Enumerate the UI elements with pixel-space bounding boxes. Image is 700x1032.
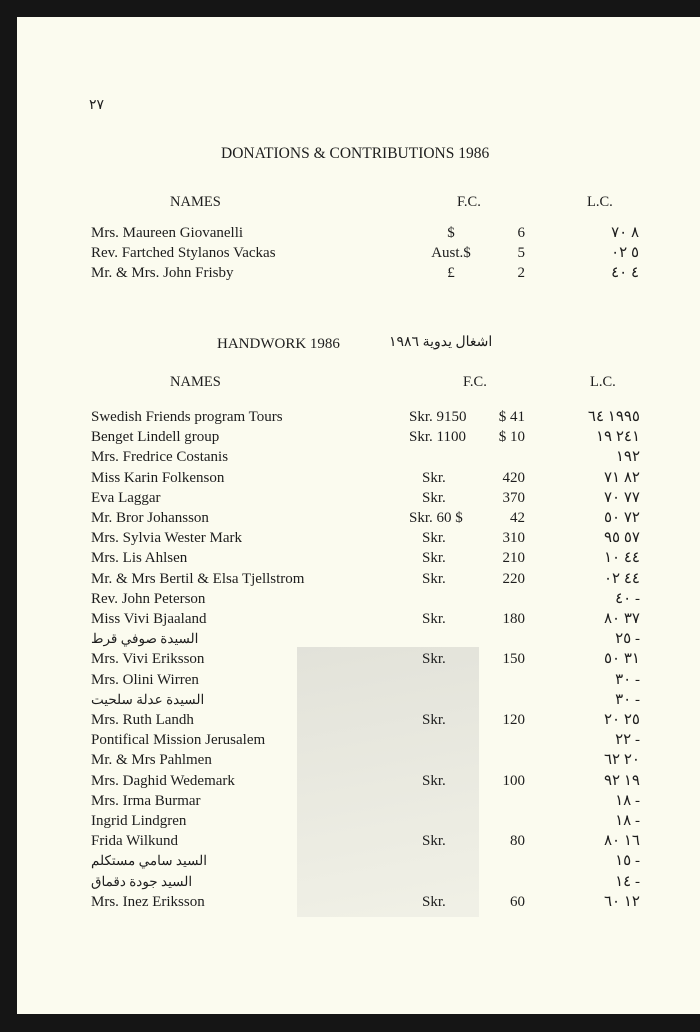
lc-header-2: L.C. bbox=[590, 374, 616, 390]
currency: Skr. 9150 bbox=[409, 409, 467, 425]
donor-name: Benget Lindell group bbox=[91, 429, 220, 446]
donor-name: Mrs. Olini Wirren bbox=[91, 671, 199, 688]
donor-name-arabic: السيد جودة دقماق bbox=[91, 873, 193, 889]
lc-amount: ٣٧ ٨٠ bbox=[604, 611, 640, 627]
lc-amount: ٢٥ ٢٠ bbox=[604, 712, 640, 728]
donor-name: Miss Vivi Bjaaland bbox=[91, 611, 207, 627]
donor-name: Mrs. Maureen Giovanelli bbox=[91, 225, 244, 241]
lc-amount: ١٩ ٩٢ bbox=[604, 772, 640, 789]
donor-name: Mr. & Mrs. John Frisby bbox=[91, 265, 234, 281]
document-page bbox=[17, 17, 700, 1014]
lc-amount: ٢٢ - bbox=[615, 732, 640, 749]
fc-amount: 210 bbox=[502, 550, 525, 567]
lc-amount: ٥ ٠٢ bbox=[611, 245, 639, 261]
donor-name: Mrs. Daghid Wedemark bbox=[91, 772, 235, 789]
lc-amount: ١٢ ٦٠ bbox=[604, 893, 640, 910]
donor-name: Mr. & Mrs Bertil & Elsa Tjellstrom bbox=[91, 570, 305, 587]
lc-amount: ٤٠ - bbox=[615, 590, 640, 607]
lc-amount: ٣٠ - bbox=[615, 671, 640, 688]
fc-amount: $ 10 bbox=[498, 429, 525, 446]
fc-amount: 80 bbox=[510, 833, 525, 850]
currency: Skr. 1100 bbox=[409, 429, 466, 446]
fc-amount: 220 bbox=[502, 570, 525, 587]
page-title: DONATIONS & CONTRIBUTIONS 1986 bbox=[221, 145, 490, 162]
lc-amount: ١٦ ٨٠ bbox=[604, 833, 640, 850]
currency: Skr. bbox=[422, 570, 446, 587]
donor-name: Mrs. Lis Ahlsen bbox=[91, 550, 188, 567]
fc-amount: 180 bbox=[502, 611, 525, 627]
currency: Skr. bbox=[422, 712, 446, 728]
currency: Skr. bbox=[422, 611, 446, 627]
donor-name: Mrs. Inez Eriksson bbox=[91, 893, 205, 910]
donor-name: Rev. Fartched Stylanos Vackas bbox=[91, 245, 276, 261]
lc-amount: ٤ ٤٠ bbox=[611, 265, 639, 281]
lc-amount: ٧٧ ٧٠ bbox=[604, 489, 640, 506]
fc-amount: $ 41 bbox=[498, 409, 525, 425]
currency: Aust.$ bbox=[431, 245, 471, 261]
fc-amount: 100 bbox=[502, 772, 525, 789]
currency: Skr. bbox=[422, 530, 446, 547]
fc-amount: 5 bbox=[517, 245, 525, 261]
lc-amount: ٧٢ ٥٠ bbox=[604, 510, 640, 526]
fc-amount: 120 bbox=[502, 712, 525, 728]
currency: Skr. bbox=[422, 469, 446, 486]
donor-name: Mr. Bror Johansson bbox=[91, 510, 209, 526]
fc-amount: 150 bbox=[502, 651, 525, 668]
fc-amount: 42 bbox=[510, 510, 525, 526]
lc-amount: ٥٧ ٩٥ bbox=[604, 530, 640, 547]
names-header: NAMES bbox=[170, 194, 221, 210]
donor-name: Frida Wilkund bbox=[91, 833, 179, 850]
lc-amount: ٤٤ ٠٢ bbox=[604, 570, 640, 587]
lc-amount: ٣١ ٥٠ bbox=[604, 651, 640, 668]
lc-amount: ٨ ٧٠ bbox=[611, 225, 639, 241]
handwork-title-arabic: اشغال يدوية ١٩٨٦ bbox=[389, 335, 493, 350]
fc-header: F.C. bbox=[457, 194, 481, 210]
lc-amount: ١٨ - bbox=[615, 813, 640, 829]
currency: Skr. bbox=[422, 651, 446, 668]
fc-amount: 310 bbox=[502, 530, 525, 547]
donor-name: Rev. John Peterson bbox=[91, 590, 206, 607]
currency: Skr. bbox=[422, 489, 446, 506]
fc-amount: 420 bbox=[502, 469, 525, 486]
lc-amount: ١٩٢ bbox=[615, 449, 640, 466]
currency: $ bbox=[447, 225, 455, 241]
donor-name-arabic: السيدة صوفي قرط bbox=[91, 631, 199, 647]
fc-amount: 60 bbox=[510, 893, 525, 910]
currency: £ bbox=[447, 265, 455, 281]
lc-amount: ٤٤ ١٠ bbox=[604, 550, 640, 567]
donor-name: Swedish Friends program Tours bbox=[91, 409, 283, 425]
lc-amount: ٢٠ ٦٢ bbox=[604, 752, 640, 769]
lc-amount: ١٩٩٥ ٦٤ bbox=[587, 409, 640, 425]
donor-name-arabic: السيد سامي مستكلم bbox=[91, 853, 207, 869]
donor-name: Mrs. Fredrice Costanis bbox=[91, 449, 229, 466]
donor-name: Mrs. Ruth Landh bbox=[91, 712, 194, 728]
lc-amount: ١٥ - bbox=[615, 853, 640, 870]
fc-amount: 370 bbox=[502, 489, 525, 506]
currency: Skr. bbox=[422, 833, 446, 850]
lc-header: L.C. bbox=[587, 194, 613, 210]
lc-amount: ١٤ - bbox=[615, 873, 640, 890]
fc-header-2: F.C. bbox=[463, 374, 487, 390]
lc-amount: ٢٤١ ١٩ bbox=[595, 429, 640, 446]
names-header-2: NAMES bbox=[170, 374, 221, 390]
donor-name: Miss Karin Folkenson bbox=[91, 469, 225, 486]
lc-amount: ١٨ - bbox=[615, 792, 640, 809]
currency: Skr. bbox=[422, 550, 446, 567]
lc-amount: ٨٢ ٧١ bbox=[604, 469, 640, 486]
lc-amount: ٣٠ - bbox=[615, 691, 640, 708]
currency: Skr. bbox=[422, 893, 446, 910]
donor-name: Mrs. Irma Burmar bbox=[91, 792, 201, 809]
currency: Skr. bbox=[422, 772, 446, 789]
handwork-title: HANDWORK 1986 bbox=[217, 336, 340, 352]
donor-name-arabic: السيدة عدلة سلحيت bbox=[91, 691, 205, 707]
page-number: ٢٧ bbox=[89, 98, 105, 113]
donor-name: Mrs. Sylvia Wester Mark bbox=[91, 530, 242, 547]
lc-amount: ٢٥ - bbox=[615, 631, 640, 648]
fc-amount: 2 bbox=[517, 265, 525, 281]
currency: Skr. 60 $ bbox=[409, 510, 463, 526]
donor-name: Ingrid Lindgren bbox=[91, 813, 187, 829]
donor-name: Eva Laggar bbox=[91, 489, 161, 506]
bleed-through-photo bbox=[297, 647, 479, 917]
donor-name: Pontifical Mission Jerusalem bbox=[91, 732, 266, 749]
donor-name: Mrs. Vivi Eriksson bbox=[91, 651, 205, 668]
donor-name: Mr. & Mrs Pahlmen bbox=[91, 752, 212, 769]
fc-amount: 6 bbox=[517, 225, 525, 241]
